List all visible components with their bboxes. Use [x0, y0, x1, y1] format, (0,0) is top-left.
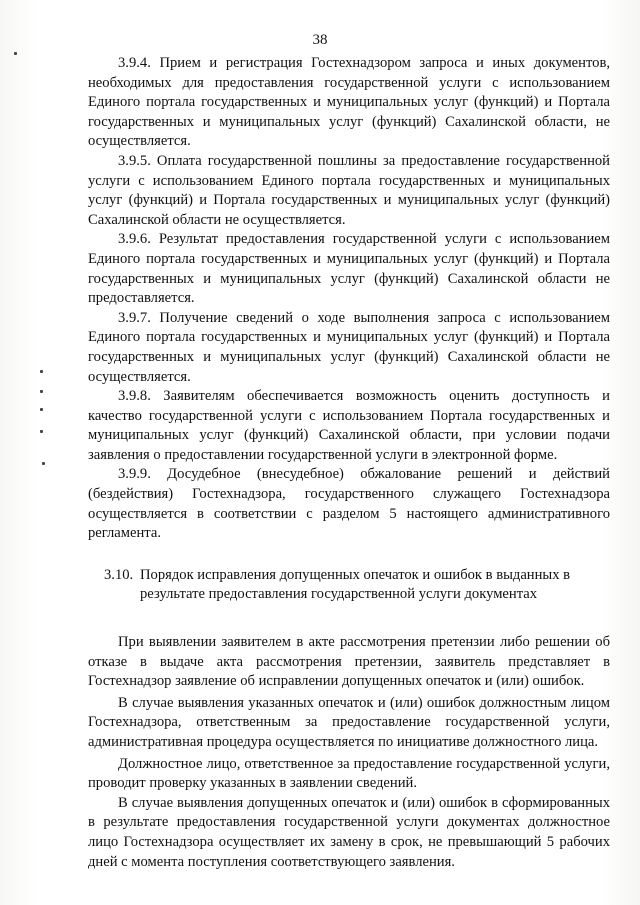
paragraph-3-9-5: 3.9.5. Оплата государственной пошлины за предоставление государственной услуги с использованием Единого портала государственных и муниципальных услуг (функций) и Портала государственных и муниципальных услуг (функций) Сахалинской области не осуществляется. [88, 152, 610, 228]
scan-mark [42, 462, 45, 465]
paragraph-3-9-9: 3.9.9. Досудебное (внесудебное) обжалование решений и действий (бездействия) Гостехнадзора, государственного служащего Гостехнадзора осуществляется в соответствии с разделом 5 настоящего административного регламента. [88, 466, 610, 542]
scan-mark [40, 390, 43, 393]
scan-mark [40, 430, 43, 433]
scan-mark [40, 408, 43, 411]
section-heading [88, 566, 610, 605]
paragraph-verification: Должностное лицо, ответственное за предоставление государственной услуги, проводит проверку указанных в заявлении сведений. [88, 755, 610, 792]
paragraph-3-9-8: 3.9.8. Заявителям обеспечивается возможность оценить доступность и качество государственной услуги с использованием Портала государственных и муниципальных услуг (функций) Сахалинской области, при условии подачи заявления о предоставлении государственной услуги в электронной форме. [88, 388, 610, 463]
section-title: Порядок исправления допущенных опечаток и ошибок в выданных в результате предоставления государственной услуги документах [140, 566, 571, 603]
scan-mark [40, 370, 43, 373]
paragraph-replacement-deadline: В случае выявления допущенных опечаток и (или) ошибок в сформированных в результате предоставления государственной услуги документах должностное лицо Гостехнадзора осуществляет их замену в срок, не превышающий 5 рабочих дней с момента поступления соответствующего заявления. [88, 794, 610, 870]
paragraph-official-initiative: В случае выявления указанных опечаток и (или) ошибок должностным лицом Гостехнадзора, ответственным за предоставление государственной услуги, административная процедура осуществляется по инициативе должностного лица. [88, 694, 610, 750]
section-number: 3.10. [104, 566, 134, 583]
paragraph-3-9-6: 3.9.6. Результат предоставления государственной услуги с использованием Единого портала государственных и муниципальных услуг (функций) и Портала государственных и муниципальных услуг (функций) Сахалинской области не предоставляется. [88, 231, 610, 307]
paragraph-claim-errors: При выявлении заявителем в акте рассмотрения претензии либо решении об отказе в выдаче акта рассмотрения претензии, заявитель представляет в Гостехнадзор заявление об исправлении допущенных опечаток и (или) ошибок. [88, 634, 610, 690]
scan-mark [14, 52, 17, 55]
paragraph-3-9-7: 3.9.7. Получение сведений о ходе выполнения запроса с использованием Единого портала государственных и муниципальных услуг (функций) и Портала государственных и муниципальных услуг (функций) Сахалинской области не осуществляется. [88, 309, 610, 385]
paragraph-3-9-4: 3.9.4. Прием и регистрация Гостехнадзором запроса и иных документов, необходимых для предоставления государственной услуги с использованием Единого портала государственных и муниципальных услуг (функций) и Портала государственных и муниципальных услуг (функций) Сахалинской области, не осуществляется. [88, 55, 610, 150]
document-body [88, 54, 610, 872]
page-number: 38 [312, 32, 328, 48]
